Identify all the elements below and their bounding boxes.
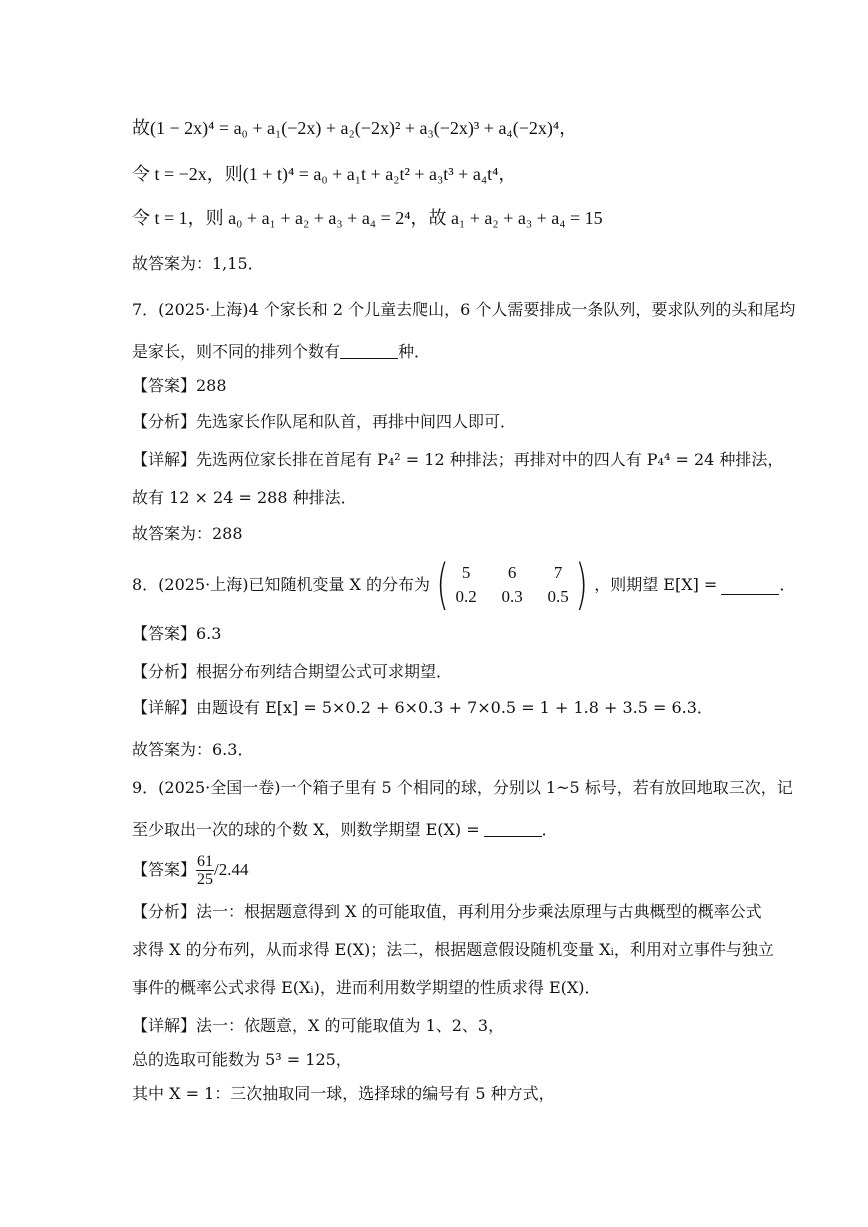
matrix-row-values [453,561,571,585]
detail-line: 其中 X = 1：三次抽取同一球，选择球的编号有 5 种方式， [132,1084,555,1103]
fraction-denominator: 25 [197,870,214,888]
analysis-line: 求得 X 的分布列，从而求得 E(X)；法二，根据题意假设随机变量 Xᵢ，利用对立事件与独立 [132,940,774,959]
question-text: ，则期望 E[X] = [594,575,718,594]
final-answer-line: 故答案为：6.3． [132,740,254,759]
matrix-cell: 6 [507,563,517,582]
question-7-line-1: 7．(2025·上海)4 个家长和 2 个儿童去爬山，6 个人需要排成一条队列，要求队列的头和尾均 [132,300,796,319]
detail-line: 【详解】由题设有 E[x] = 5×0.2 + 6×0.3 + 7×0.5 = 1 + 1.8 + 3.5 = 6.3． [132,698,713,717]
question-9-line-2 [132,818,558,842]
answer-line: 【答案】6.3 [132,624,222,643]
detail-line: 故有 12 × 24 = 288 种排法． [132,488,357,507]
detail-line: 【详解】先选两位家长排在首尾有 P₄² = 12 种排法；再排对中的四人有 P₄⁴ = 24 种排法， [132,450,784,469]
analysis-line: 【分析】法一：根据题意得到 X 的可能取值，再利用分步乘法原理与古典概型的概率公式 [132,902,762,921]
question-text: ． [541,820,558,839]
question-text: 是家长，则不同的排列个数有 [132,342,341,361]
answer-blank [721,576,779,595]
question-7-line-2 [132,340,430,364]
answer-label: 【答案】 [132,860,197,879]
matrix-row-probabilities [453,585,571,609]
text-line: 令 t = −2x，则(1 + t)⁴ = a₀ + a₁t + a₂t² + a₃t³ + a₄t⁴， [132,164,517,184]
question-text: 种． [398,342,431,361]
fraction-numerator: 61 [197,852,214,870]
analysis-line: 【分析】先选家长作队尾和队首，再排中间四人即可． [132,412,517,431]
final-answer-line: 故答案为：288 [132,524,243,543]
question-text: 8．(2025·上海)已知随机变量 X 的分布为 [132,575,431,594]
right-paren: ) [575,553,588,616]
detail-line: 总的选取可能数为 5³ = 125， [132,1050,352,1069]
answer-decimal: /2.44 [214,860,249,879]
text-line: 故答案为：1,15． [132,254,264,273]
answer-line: 【答案】288 [132,376,227,395]
answer-line [132,850,249,890]
answer-blank [484,818,542,837]
text-line: 令 t = 1，则 a₀ + a₁ + a₂ + a₃ + a₄ = 2⁴，故 a₁ + a₂ + a₃ + a₄ = 15 [132,208,603,228]
question-text: ． [779,575,796,594]
fraction [196,853,214,888]
matrix-cell: 5 [461,563,471,582]
matrix-cell: 0.2 [455,587,477,606]
distribution-matrix [432,553,592,616]
question-9-line-1: 9．(2025·全国一卷)一个箱子里有 5 个相同的球，分别以 1~5 标号，若有放回地取三次，记 [132,778,793,797]
matrix-cell: 0.3 [501,587,523,606]
matrix-cell: 7 [553,563,563,582]
matrix-cell: 0.5 [547,587,569,606]
analysis-line: 【分析】根据分布列结合期望公式可求期望． [132,662,453,681]
analysis-line: 事件的概率公式求得 E(Xᵢ)，进而利用数学期望的性质求得 E(X)． [132,978,601,997]
question-text: 至少取出一次的球的个数 X，则数学期望 E(X) = [132,820,480,839]
text-line: 故(1 − 2x)⁴ = a₀ + a₁(−2x) + a₂(−2x)² + a₃(−2x)³ + a₄(−2x)⁴， [132,118,578,138]
detail-line: 【详解】法一：依题意，X 的可能取值为 1、2、3， [132,1016,505,1035]
answer-blank [340,340,398,359]
question-8-line [132,553,796,616]
left-paren: ( [436,553,449,616]
